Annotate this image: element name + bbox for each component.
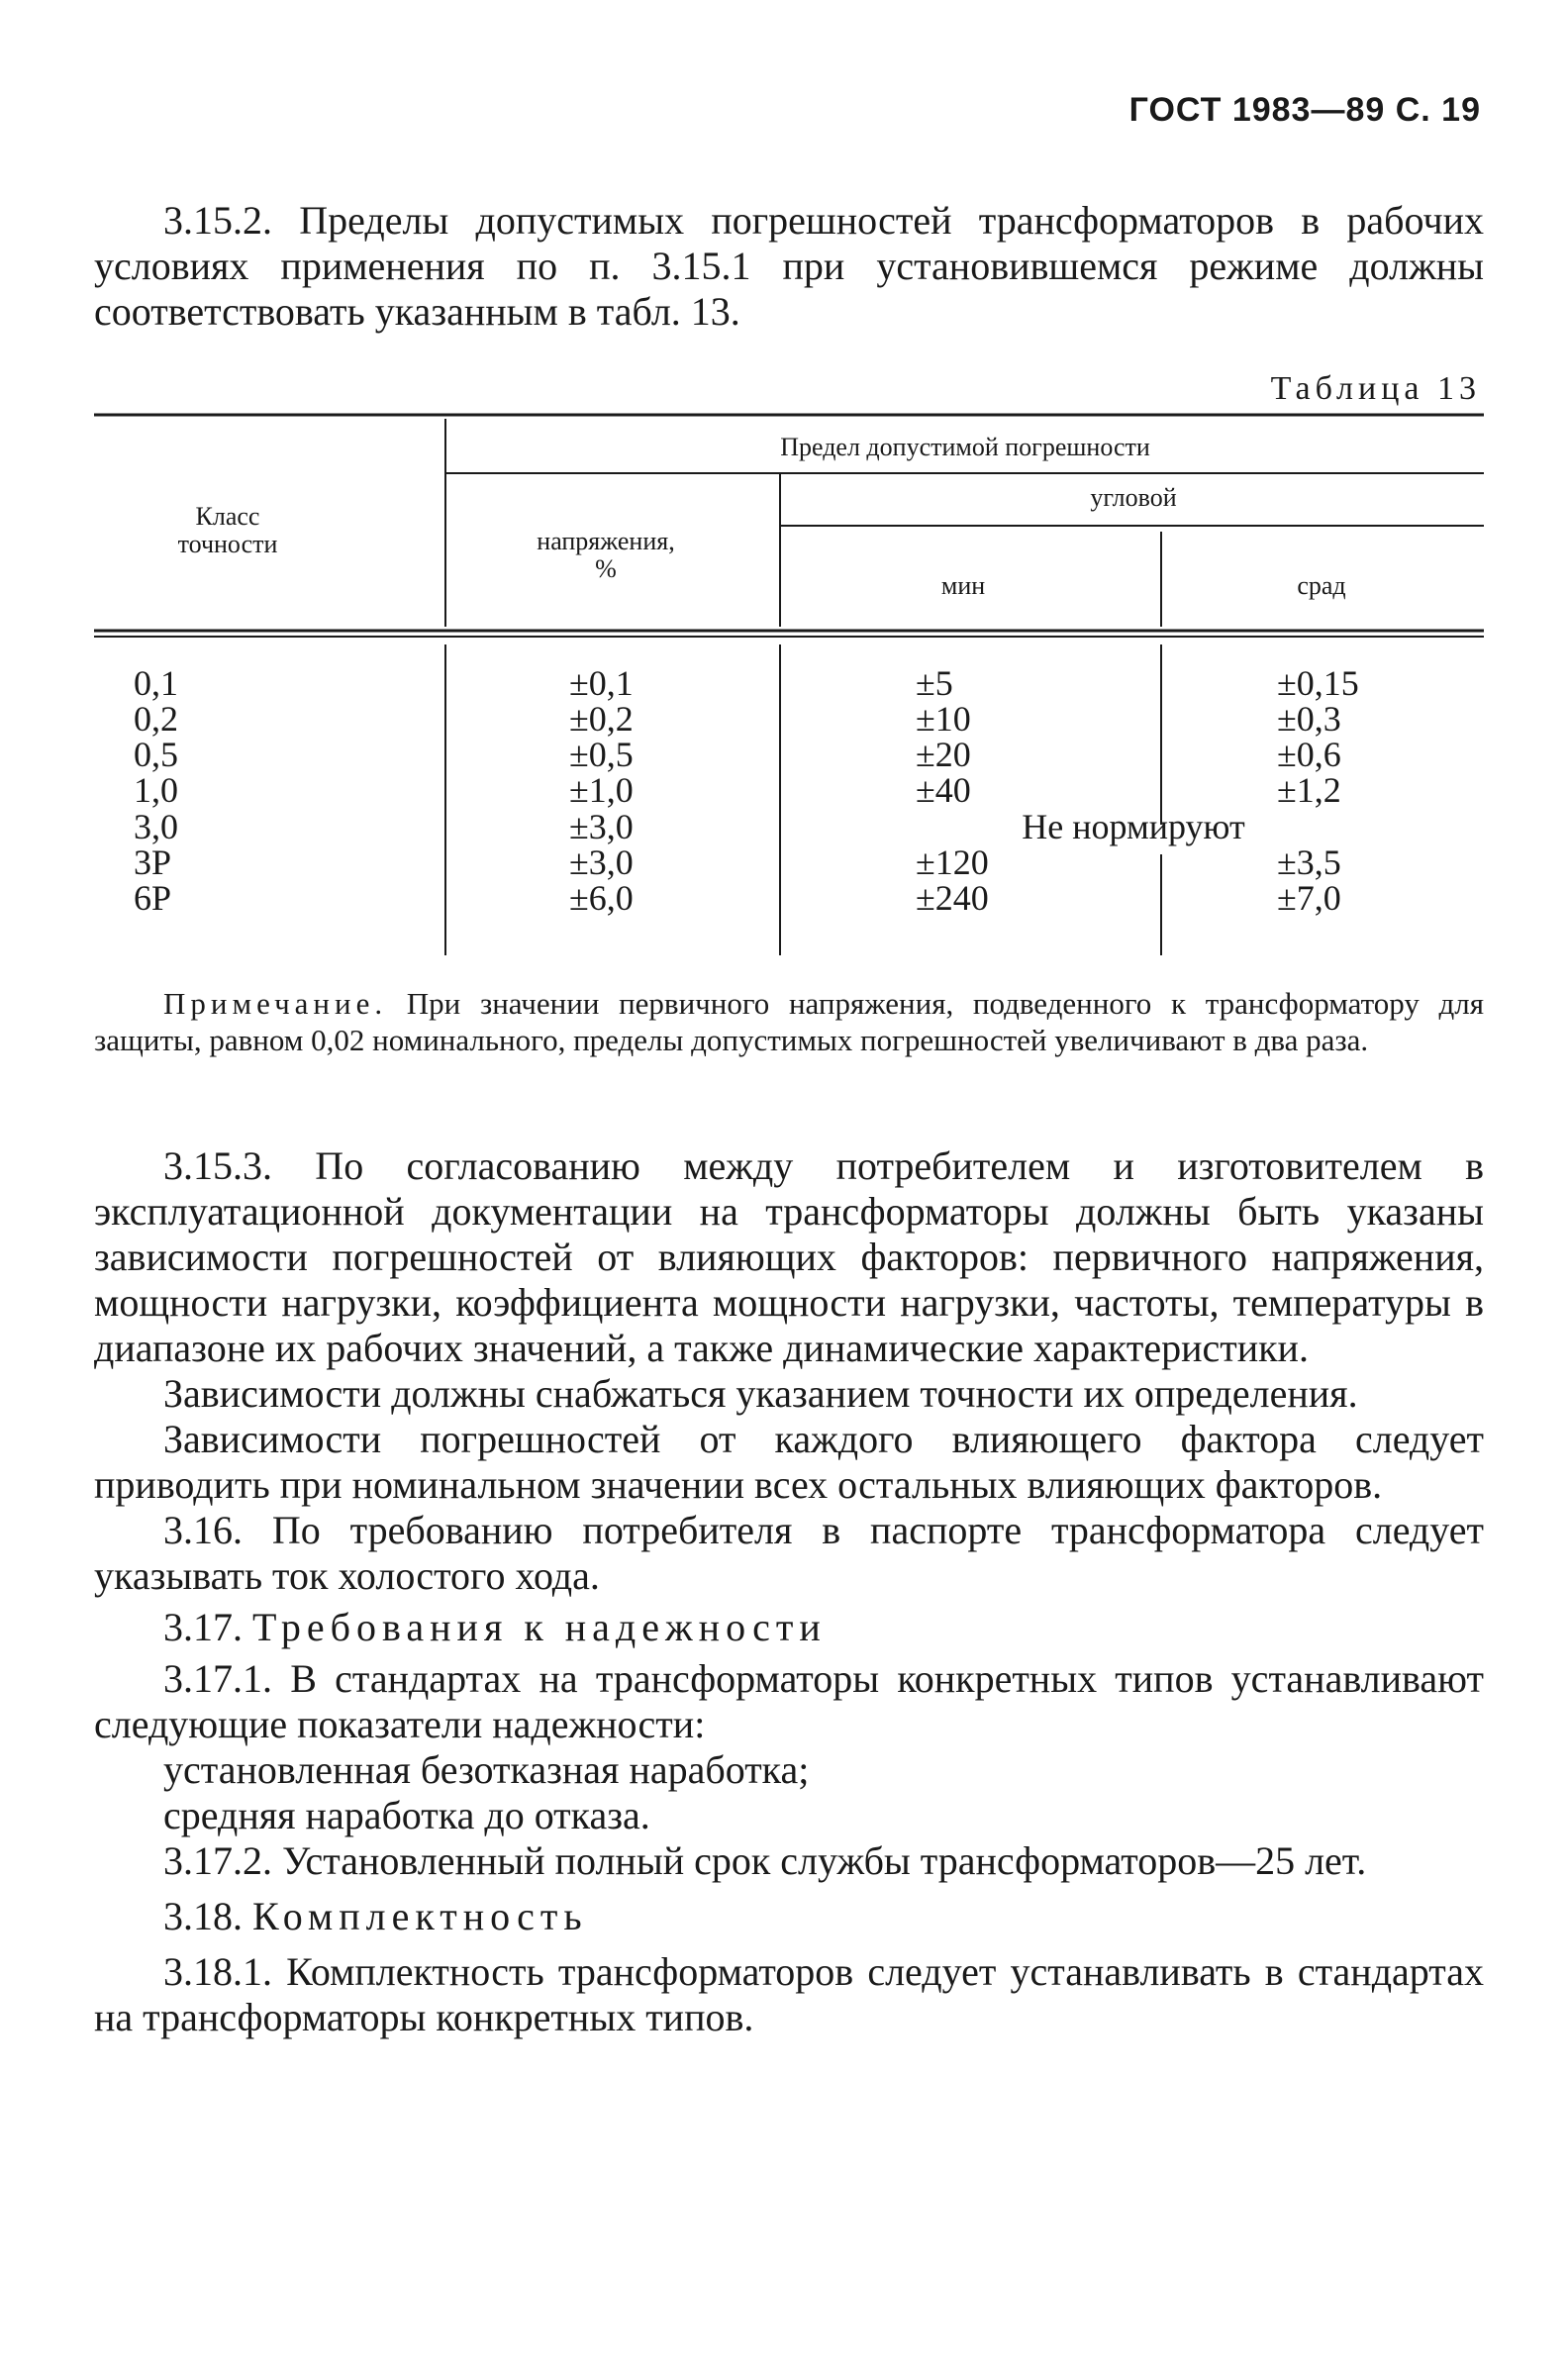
paragraph-3-17-1: 3.17.1. В стандартах на трансформаторы конкретных типов устанавливают следующие показатели надежности:	[94, 1656, 1484, 1746]
cell-crad: ±3,5	[1277, 842, 1341, 882]
heading-3-18-number: 3.18.	[163, 1894, 243, 1938]
cell-voltage: ±3,0	[569, 807, 634, 846]
heading-3-18	[94, 1894, 1484, 1939]
cell-class: 3Р	[134, 842, 172, 882]
table-row-7	[134, 878, 1341, 918]
cell-class: 1,0	[134, 770, 178, 810]
note-lead: Примечание.	[163, 986, 388, 1021]
cell-voltage: ±3,0	[569, 842, 634, 882]
cell-crad: ±0,6	[1277, 735, 1341, 774]
cell-class: 0,1	[134, 663, 178, 703]
table-row-1	[134, 663, 1359, 703]
cell-not-normalized: Не нормируют	[1022, 807, 1245, 846]
table-grid	[94, 411, 1484, 961]
heading-3-18-text: Комплектность	[252, 1894, 588, 1938]
section-3-15-3	[94, 1143, 1484, 2040]
cell-min: ±5	[916, 663, 953, 703]
cell-min: ±120	[916, 842, 989, 882]
note-text: При значении первичного напряжения, подведенного к трансформатору для защиты, равном 0,02 номинального, пределы допустимых погрешностей увеличивают в два раза.	[94, 986, 1484, 1057]
cell-min: ±40	[916, 770, 971, 810]
section-3-15-2	[94, 198, 1484, 335]
header-class-line2: точности	[177, 530, 278, 558]
table-row-2	[134, 699, 1341, 739]
cell-class: 0,2	[134, 699, 178, 739]
paragraph-3-16: 3.16. По требованию потребителя в паспорте трансформатора следует указывать ток холостого хода.	[94, 1508, 1484, 1598]
paragraph-3-15-3-b: Зависимости должны снабжаться указанием точности их определения.	[163, 1371, 1358, 1416]
cell-class: 6Р	[134, 878, 172, 918]
paragraph-3-15-2: 3.15.2. Пределы допустимых погрешностей трансформаторов в рабочих условиях применения по п. 3.15.1 при установившемся режиме должны соответствовать указанным в табл. 13.	[94, 198, 1484, 334]
header-angular: угловой	[1090, 483, 1177, 512]
cell-crad: ±1,2	[1277, 770, 1341, 810]
cell-voltage: ±0,2	[569, 699, 634, 739]
table-row-5	[134, 807, 1245, 846]
list-item: средняя наработка до отказа.	[163, 1793, 650, 1837]
cell-voltage: ±1,0	[569, 770, 634, 810]
table-row-6	[134, 842, 1341, 882]
header-crad: срад	[1297, 571, 1346, 600]
header-min: мин	[940, 571, 986, 600]
header-voltage-line2: %	[595, 554, 617, 583]
header-class-line1: Класс	[195, 502, 260, 531]
heading-3-17-text: Требования к надежности	[252, 1605, 827, 1649]
page-header: ГОСТ 1983—89 С. 19	[1128, 91, 1481, 129]
cell-voltage: ±0,5	[569, 735, 634, 774]
cell-crad: ±7,0	[1277, 878, 1341, 918]
cell-crad: ±0,3	[1277, 699, 1341, 739]
table-row-3	[134, 735, 1341, 774]
heading-3-17	[94, 1605, 1484, 1650]
cell-min: ±20	[916, 735, 971, 774]
paragraph-3-15-3-a: 3.15.3. По согласованию между потребителем и изготовителем в эксплуатационной документации на трансформаторы должны быть указаны зависимости погрешностей от влияющих факторов: первичного напряжения, мощности нагрузки, коэффициента мощности нагрузки, частоты, температуры в диапазоне их рабочих значений, а также динамические характеристики.	[94, 1143, 1484, 1370]
table-13	[94, 411, 1484, 961]
cell-class: 0,5	[134, 735, 178, 774]
list-item: установленная безотказная наработка;	[163, 1747, 810, 1792]
paragraph-3-18-1: 3.18.1. Комплектность трансформаторов следует устанавливать в стандартах на трансформаторы конкретных типов.	[94, 1949, 1484, 2039]
cell-class: 3,0	[134, 807, 178, 846]
cell-voltage: ±0,1	[569, 663, 634, 703]
header-voltage-line1: напряжения,	[537, 527, 675, 555]
table-caption: Таблица 13	[1270, 370, 1481, 407]
cell-min: ±240	[916, 878, 989, 918]
cell-min: ±10	[916, 699, 971, 739]
heading-3-17-number: 3.17.	[163, 1605, 243, 1649]
table-note	[94, 985, 1484, 1058]
header-limit: Предел допустимой погрешности	[780, 433, 1150, 461]
table-row-4	[134, 770, 1341, 810]
paragraph-3-15-3-c: Зависимости погрешностей от каждого влияющего фактора следует приводить при номинальном значении всех остальных влияющих факторов.	[94, 1417, 1484, 1507]
cell-crad: ±0,15	[1277, 663, 1359, 703]
paragraph-3-17-2: 3.17.2. Установленный полный срок службы трансформаторов—25 лет.	[163, 1838, 1367, 1883]
cell-voltage: ±6,0	[569, 878, 634, 918]
